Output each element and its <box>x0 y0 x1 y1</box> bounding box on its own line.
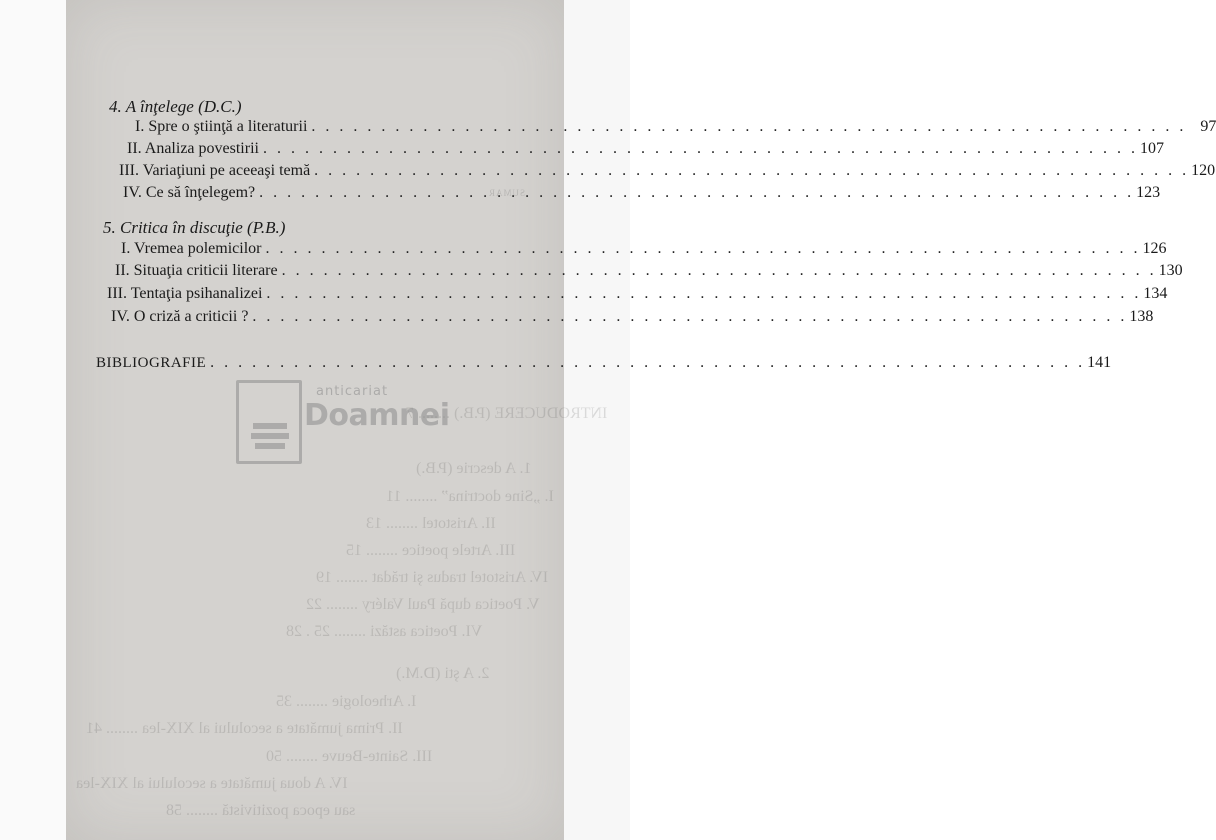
toc-entry[interactable] <box>121 240 1167 258</box>
leader-dots <box>282 262 1157 280</box>
watermark-small-text: anticariat <box>316 384 389 399</box>
toc-entry-page: 130 <box>1158 262 1183 279</box>
leader-dots <box>314 162 1189 180</box>
toc-entry[interactable] <box>127 140 1164 158</box>
book-page <box>66 0 1216 840</box>
leader-dots <box>252 308 1127 326</box>
toc-entry-page: 123 <box>1136 184 1161 201</box>
section-title: 5. Critica în discuţie (P.B.) <box>103 218 286 237</box>
bibliography-label: BIBLIOGRAFIE <box>96 355 207 371</box>
book-stack-icon <box>236 380 302 464</box>
toc-entry-label: I. Vremea polemicilor <box>121 240 262 257</box>
bibliography-page: 141 <box>1087 354 1112 371</box>
ghost-line: VI. Poetica astăzi ........ 25 . 28 <box>286 623 483 640</box>
leader-dots <box>311 118 1186 136</box>
toc-entry[interactable] <box>135 118 1216 136</box>
toc-entry[interactable] <box>111 308 1154 326</box>
leader-dots <box>210 354 1085 372</box>
toc-entry-page: 97 <box>1200 118 1216 135</box>
ghost-line: 1. A descrie (P.B.) <box>416 460 532 477</box>
toc-entry-label: IV. Ce să înţelegem? <box>123 184 256 201</box>
ghost-line: 2. A şti (D.M.) <box>396 665 490 682</box>
bibliography-entry[interactable] <box>96 354 1112 372</box>
ghost-header: SUMAR <box>488 188 526 198</box>
ghost-line: I. Arheologie ........ 35 <box>276 693 417 710</box>
toc-entry[interactable] <box>115 262 1183 280</box>
ghost-line: II. Prima jumătate a secolului al XIX-lea ........ 41 <box>86 720 403 737</box>
toc-entry-page: 107 <box>1139 140 1164 157</box>
toc-entry-label: II. Analiza povestirii <box>127 140 259 157</box>
leader-dots <box>263 140 1138 158</box>
ghost-line: II. Aristotel ........ 13 <box>366 515 496 532</box>
ghost-line: III. Sainte-Beuve ........ 50 <box>266 748 433 765</box>
toc-entry-label: II. Situaţia criticii literare <box>115 262 278 279</box>
leader-dots <box>265 240 1140 258</box>
watermark-big-text: Doamnei <box>304 398 450 433</box>
watermark-logo <box>236 376 496 466</box>
toc-entry-page: 138 <box>1129 308 1154 325</box>
toc-entry-label: IV. O criză a criticii ? <box>111 308 249 325</box>
ghost-line: sau epoca pozitivistă ........ 58 <box>166 802 356 819</box>
toc-entry-page: 134 <box>1143 285 1168 302</box>
ghost-line: III. Artele poetice ........ 15 <box>346 542 516 559</box>
toc-entry-page: 120 <box>1191 162 1216 179</box>
toc-entry-label: I. Spre o ştiinţă a literaturii <box>135 118 308 135</box>
toc-entry[interactable] <box>119 162 1216 180</box>
ghost-line: IV. Aristotel tradus şi trădat ........ 19 <box>316 569 549 586</box>
ghost-line: I. „Sine doctrina” ........ 11 <box>386 488 554 505</box>
toc-entry-page: 126 <box>1142 240 1167 257</box>
ghost-line: V. Poetica după Paul Valéry ........ 22 <box>306 596 540 613</box>
leader-dots <box>259 184 1134 202</box>
leader-dots <box>266 285 1141 303</box>
toc-entry[interactable] <box>107 285 1168 303</box>
ghost-line: IV. A doua jumătate a secolului al XIX-lea <box>76 775 348 792</box>
toc-entry-label: III. Tentaţia psihanalizei <box>107 285 263 302</box>
toc-entry[interactable] <box>123 184 1161 202</box>
ghost-line: INTRODUCERE (P.B.) ........ 7 <box>406 405 608 422</box>
background-left <box>0 0 66 840</box>
section-title: 4. A înţelege (D.C.) <box>109 97 242 116</box>
toc-entry-label: III. Variaţiuni pe aceeaşi temă <box>119 162 311 179</box>
